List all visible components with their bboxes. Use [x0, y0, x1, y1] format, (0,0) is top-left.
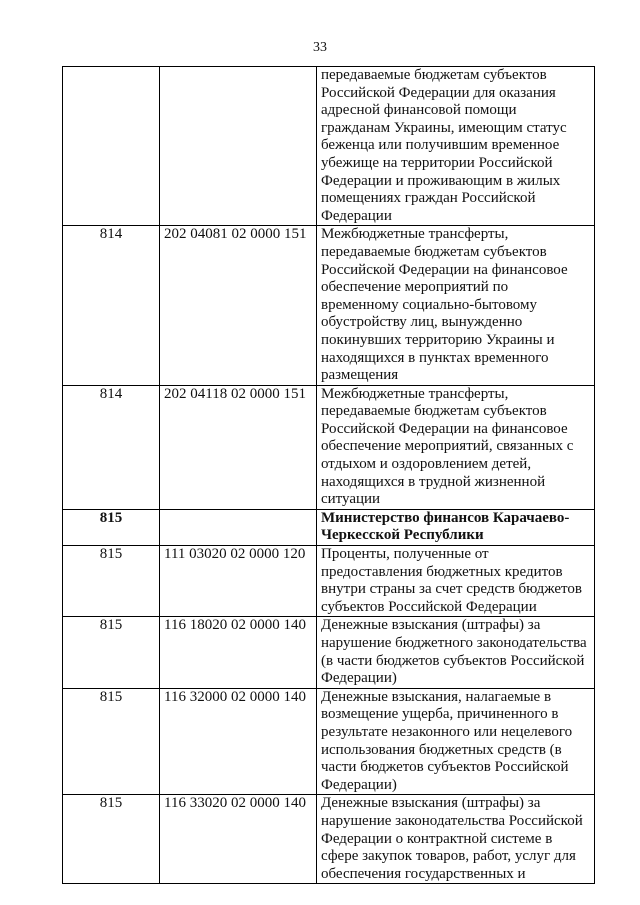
budget-codes-table — [62, 66, 595, 884]
table-row — [63, 795, 595, 884]
description-cell: передаваемые бюджетам субъектов Российской Федерации для оказания адресной финансовой помощи гражданам Украины, имеющим статус беженца или получившим временное убежище на территории Российской Федерации и проживающим в жилых помещениях граждан Российской Федерации — [317, 67, 595, 226]
admin-code-cell: 815 — [63, 617, 160, 688]
table-row — [63, 688, 595, 795]
budget-code-cell: 116 33020 02 0000 140 — [160, 795, 317, 884]
table-body — [63, 67, 595, 884]
budget-code-cell: 202 04081 02 0000 151 — [160, 226, 317, 385]
budget-code-cell — [160, 67, 317, 226]
description-cell: Денежные взыскания (штрафы) за нарушение бюджетного законодательства (в части бюджетов субъектов Российской Федерации) — [317, 617, 595, 688]
budget-code-cell: 202 04118 02 0000 151 — [160, 385, 317, 509]
budget-code-cell: 116 32000 02 0000 140 — [160, 688, 317, 795]
admin-code-cell: 815 — [63, 509, 160, 545]
table-row — [63, 546, 595, 617]
description-cell: Проценты, полученные от предоставления бюджетных кредитов внутри страны за счет средств бюджетов субъектов Российской Федерации — [317, 546, 595, 617]
admin-code-cell: 815 — [63, 688, 160, 795]
budget-code-cell: 116 18020 02 0000 140 — [160, 617, 317, 688]
description-cell: Денежные взыскания, налагаемые в возмещение ущерба, причиненного в результате незаконного или нецелевого использования бюджетных средств (в части бюджетов субъектов Российской Федерации) — [317, 688, 595, 795]
table-row — [63, 226, 595, 385]
table-row — [63, 385, 595, 509]
budget-code-cell: 111 03020 02 0000 120 — [160, 546, 317, 617]
admin-code-cell: 814 — [63, 385, 160, 509]
admin-code-cell — [63, 67, 160, 226]
table-row — [63, 617, 595, 688]
table-row — [63, 67, 595, 226]
description-cell: Денежные взыскания (штрафы) за нарушение законодательства Российской Федерации о контрактной системе в сфере закупок товаров, работ, услуг для обеспечения государственных и — [317, 795, 595, 884]
admin-code-cell: 814 — [63, 226, 160, 385]
page-number: 33 — [313, 40, 327, 55]
description-cell: Межбюджетные трансферты, передаваемые бюджетам субъектов Российской Федерации на финансовое обеспечение мероприятий по временному социально-бытовому обустройству лиц, вынужденно покинувших территорию Украины и находящихся в пунктах временного размещения — [317, 226, 595, 385]
budget-code-cell — [160, 509, 317, 545]
description-cell: Межбюджетные трансферты, передаваемые бюджетам субъектов Российской Федерации на финансовое обеспечение мероприятий, связанных с отдыхом и оздоровлением детей, находящихся в трудной жизненной ситуации — [317, 385, 595, 509]
table-row-section-header — [63, 509, 595, 545]
description-cell: Министерство финансов Карачаево-Черкесской Республики — [317, 509, 595, 545]
admin-code-cell: 815 — [63, 795, 160, 884]
admin-code-cell: 815 — [63, 546, 160, 617]
